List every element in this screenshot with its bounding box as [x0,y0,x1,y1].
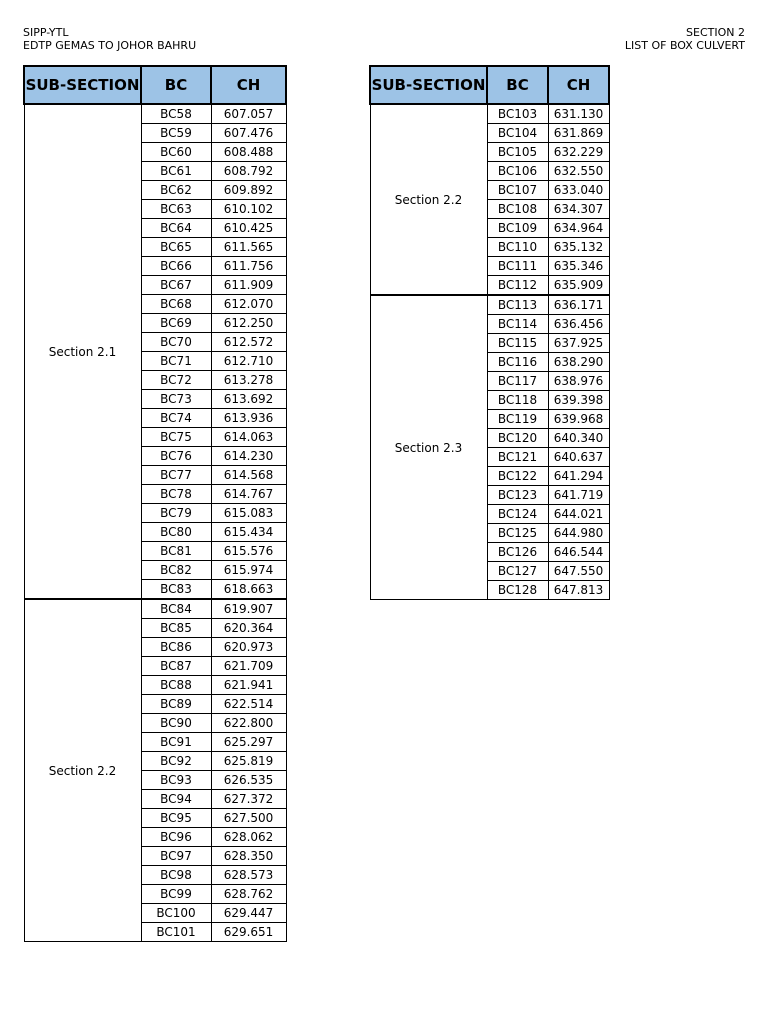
document-header-right [625,26,745,52]
table-header-row [24,66,286,104]
bc-cell: BC128 [487,581,548,600]
bc-cell: BC110 [487,238,548,257]
bc-cell: BC111 [487,257,548,276]
document-header-left [23,26,196,52]
ch-cell: 619.907 [211,599,286,619]
ch-cell: 628.573 [211,866,286,885]
bc-cell: BC68 [141,295,211,314]
bc-cell: BC118 [487,391,548,410]
table-body [24,104,286,942]
ch-cell: 614.063 [211,428,286,447]
bc-cell: BC84 [141,599,211,619]
bc-cell: BC113 [487,295,548,315]
bc-cell: BC72 [141,371,211,390]
ch-cell: 637.925 [548,334,609,353]
ch-cell: 640.340 [548,429,609,448]
bc-cell: BC82 [141,561,211,580]
ch-cell: 607.476 [211,124,286,143]
ch-cell: 618.663 [211,580,286,600]
ch-cell: 608.488 [211,143,286,162]
bc-cell: BC88 [141,676,211,695]
ch-cell: 626.535 [211,771,286,790]
ch-cell: 644.980 [548,524,609,543]
bc-cell: BC98 [141,866,211,885]
ch-cell: 610.425 [211,219,286,238]
ch-cell: 639.968 [548,410,609,429]
ch-cell: 638.290 [548,353,609,372]
ch-cell: 632.229 [548,143,609,162]
ch-cell: 612.572 [211,333,286,352]
ch-cell: 634.307 [548,200,609,219]
bc-cell: BC86 [141,638,211,657]
ch-cell: 613.278 [211,371,286,390]
bc-cell: BC61 [141,162,211,181]
ch-cell: 646.544 [548,543,609,562]
ch-cell: 612.070 [211,295,286,314]
bc-cell: BC116 [487,353,548,372]
box-culvert-table-right [369,65,610,600]
bc-cell: BC60 [141,143,211,162]
bc-cell: BC76 [141,447,211,466]
ch-cell: 629.447 [211,904,286,923]
bc-cell: BC115 [487,334,548,353]
bc-cell: BC80 [141,523,211,542]
ch-cell: 614.568 [211,466,286,485]
ch-cell: 613.936 [211,409,286,428]
bc-header: BC [141,66,211,104]
bc-cell: BC94 [141,790,211,809]
ch-cell: 622.514 [211,695,286,714]
ch-cell: 612.710 [211,352,286,371]
ch-cell: 621.941 [211,676,286,695]
bc-cell: BC97 [141,847,211,866]
bc-cell: BC85 [141,619,211,638]
ch-cell: 622.800 [211,714,286,733]
bc-cell: BC99 [141,885,211,904]
bc-cell: BC125 [487,524,548,543]
ch-cell: 634.964 [548,219,609,238]
ch-cell: 615.083 [211,504,286,523]
bc-cell: BC66 [141,257,211,276]
ch-cell: 641.719 [548,486,609,505]
bc-cell: BC70 [141,333,211,352]
ch-cell: 631.130 [548,104,609,124]
ch-cell: 611.756 [211,257,286,276]
ch-cell: 628.350 [211,847,286,866]
ch-cell: 632.550 [548,162,609,181]
ch-cell: 628.762 [211,885,286,904]
ch-cell: 639.398 [548,391,609,410]
bc-cell: BC112 [487,276,548,296]
table-row [370,295,609,315]
section-number: SECTION 2 [686,26,745,39]
ch-cell: 615.974 [211,561,286,580]
ch-cell: 614.230 [211,447,286,466]
ch-cell: 647.813 [548,581,609,600]
ch-cell: 620.364 [211,619,286,638]
bc-cell: BC75 [141,428,211,447]
table-row [24,599,286,619]
bc-cell: BC89 [141,695,211,714]
ch-cell: 610.102 [211,200,286,219]
bc-cell: BC103 [487,104,548,124]
bc-cell: BC59 [141,124,211,143]
bc-cell: BC67 [141,276,211,295]
bc-cell: BC120 [487,429,548,448]
ch-cell: 607.057 [211,104,286,124]
ch-cell: 635.909 [548,276,609,296]
bc-cell: BC77 [141,466,211,485]
ch-cell: 636.456 [548,315,609,334]
ch-cell: 629.651 [211,923,286,942]
bc-cell: BC101 [141,923,211,942]
ch-cell: 625.297 [211,733,286,752]
ch-cell: 614.767 [211,485,286,504]
ch-cell: 612.250 [211,314,286,333]
bc-cell: BC91 [141,733,211,752]
bc-cell: BC65 [141,238,211,257]
ch-cell: 635.346 [548,257,609,276]
ch-cell: 627.372 [211,790,286,809]
ch-cell: 644.021 [548,505,609,524]
bc-cell: BC71 [141,352,211,371]
bc-cell: BC58 [141,104,211,124]
bc-cell: BC93 [141,771,211,790]
ch-cell: 620.973 [211,638,286,657]
ch-cell: 625.819 [211,752,286,771]
bc-cell: BC73 [141,390,211,409]
bc-cell: BC109 [487,219,548,238]
ch-cell: 628.062 [211,828,286,847]
table-body [370,104,609,600]
bc-header: BC [487,66,548,104]
ch-cell: 633.040 [548,181,609,200]
bc-cell: BC122 [487,467,548,486]
bc-cell: BC108 [487,200,548,219]
sub-section-cell: Section 2.1 [24,104,141,599]
ch-cell: 609.892 [211,181,286,200]
ch-cell: 635.132 [548,238,609,257]
ch-cell: 615.576 [211,542,286,561]
bc-cell: BC121 [487,448,548,467]
sub-section-cell: Section 2.2 [24,599,141,942]
bc-cell: BC107 [487,181,548,200]
ch-cell: 611.565 [211,238,286,257]
ch-cell: 611.909 [211,276,286,295]
ch-cell: 615.434 [211,523,286,542]
table-header-row [370,66,609,104]
bc-cell: BC104 [487,124,548,143]
project-code: SIPP-YTL [23,26,69,39]
table-row [370,104,609,124]
table-row [24,104,286,124]
bc-cell: BC126 [487,543,548,562]
ch-cell: 640.637 [548,448,609,467]
bc-cell: BC92 [141,752,211,771]
bc-cell: BC124 [487,505,548,524]
bc-cell: BC123 [487,486,548,505]
ch-cell: 638.976 [548,372,609,391]
ch-cell: 621.709 [211,657,286,676]
bc-cell: BC87 [141,657,211,676]
ch-cell: 641.294 [548,467,609,486]
ch-header: CH [548,66,609,104]
bc-cell: BC96 [141,828,211,847]
bc-cell: BC78 [141,485,211,504]
ch-cell: 613.692 [211,390,286,409]
ch-cell: 636.171 [548,295,609,315]
list-title: LIST OF BOX CULVERT [624,39,745,52]
bc-cell: BC64 [141,219,211,238]
bc-cell: BC114 [487,315,548,334]
bc-cell: BC79 [141,504,211,523]
bc-cell: BC95 [141,809,211,828]
bc-cell: BC100 [141,904,211,923]
bc-cell: BC105 [487,143,548,162]
bc-cell: BC74 [141,409,211,428]
box-culvert-table-left [23,65,287,942]
ch-cell: 608.792 [211,162,286,181]
bc-cell: BC62 [141,181,211,200]
ch-cell: 627.500 [211,809,286,828]
ch-cell: 647.550 [548,562,609,581]
bc-cell: BC127 [487,562,548,581]
bc-cell: BC83 [141,580,211,600]
sub-section-cell: Section 2.3 [370,295,487,600]
sub-section-header: SUB-SECTION [24,66,141,104]
bc-cell: BC117 [487,372,548,391]
sub-section-header: SUB-SECTION [370,66,487,104]
bc-cell: BC119 [487,410,548,429]
bc-cell: BC81 [141,542,211,561]
sub-section-cell: Section 2.2 [370,104,487,295]
bc-cell: BC90 [141,714,211,733]
bc-cell: BC69 [141,314,211,333]
bc-cell: BC63 [141,200,211,219]
project-name: EDTP GEMAS TO JOHOR BAHRU [23,39,197,52]
ch-cell: 631.869 [548,124,609,143]
bc-cell: BC106 [487,162,548,181]
ch-header: CH [211,66,286,104]
